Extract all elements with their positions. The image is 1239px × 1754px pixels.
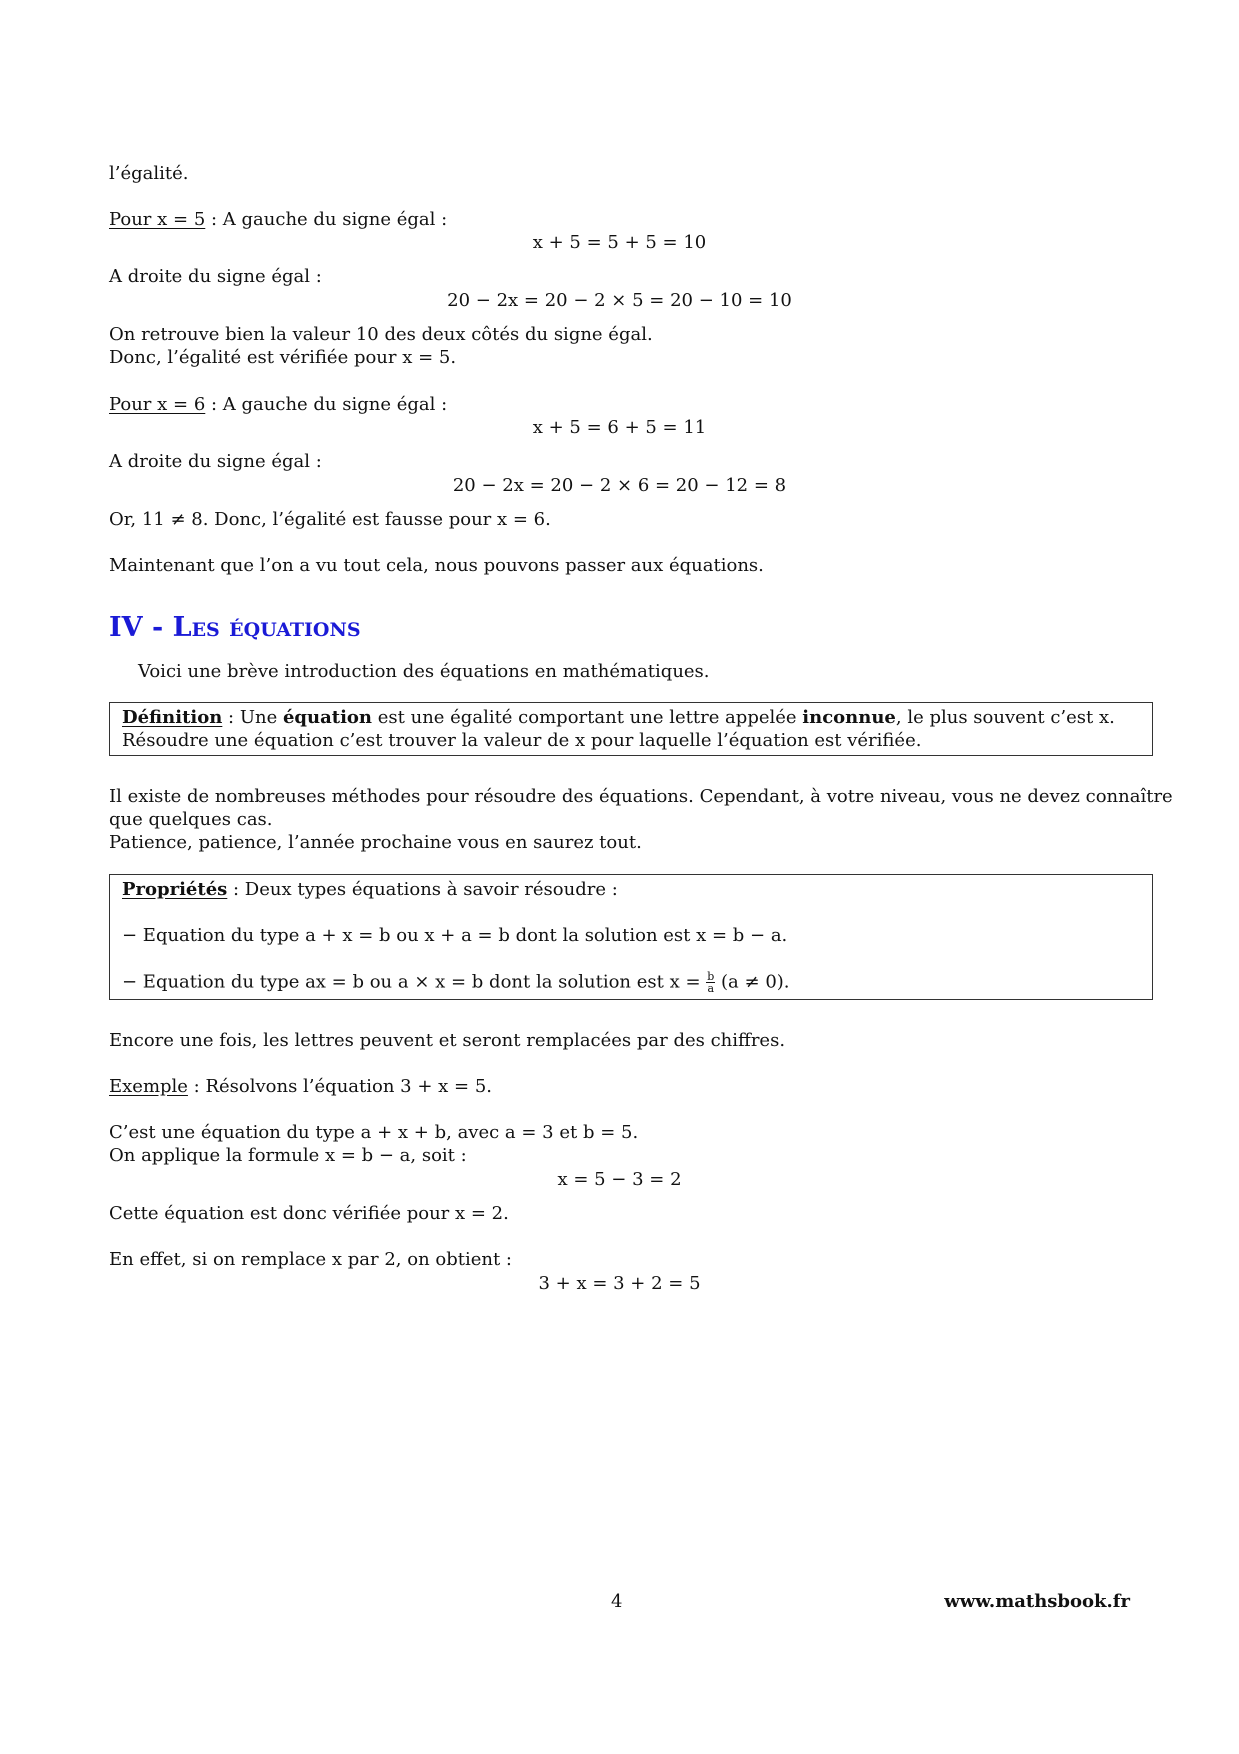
equation: x + 5 = 5 + 5 = 10 <box>532 232 707 253</box>
equation: 20 − 2x = 20 − 2 × 6 = 20 − 12 = 8 <box>452 475 787 496</box>
proprietes-intro <box>122 879 618 901</box>
proprietes-item-2-text: (a ≠ 0). <box>715 971 790 993</box>
example-label: Exemple <box>109 1076 188 1097</box>
section-title: Les équations <box>172 612 361 643</box>
definition-text: , le plus souvent c’est x. <box>895 707 1115 728</box>
text-line-pour-5 <box>109 209 447 231</box>
section-number: IV - <box>109 612 164 643</box>
definition-term-inconnue: inconnue <box>802 707 896 728</box>
pour-5-label: Pour x = 5 <box>109 209 206 230</box>
text-line: En effet, si on remplace x par 2, on obtient : <box>109 1249 512 1270</box>
definition-line-1 <box>122 707 1115 729</box>
fraction-denominator: a <box>707 982 715 995</box>
definition-term-equation: équation <box>282 707 373 728</box>
definition-text: est une égalité comportant une lettre appelée <box>372 707 803 728</box>
text-line: A droite du signe égal : <box>109 451 322 472</box>
proprietes-item-2-text: − Equation du type ax = b ou a × x = b dont la solution est x = <box>122 971 707 993</box>
definition-line-2: Résoudre une équation c’est trouver la valeur de x pour laquelle l’équation est vérifiée. <box>122 730 922 751</box>
definition-text: : Une <box>222 707 283 728</box>
pour-6-label: Pour x = 6 <box>109 394 206 415</box>
text-line: Maintenant que l’on a vu tout cela, nous pouvons passer aux équations. <box>109 555 764 576</box>
pour-6-rest: : A gauche du signe égal : <box>205 394 448 415</box>
text-line: Cette équation est donc vérifiée pour x = 2. <box>109 1203 509 1224</box>
text-line: A droite du signe égal : <box>109 266 322 287</box>
proprietes-text: : Deux types équations à savoir résoudre : <box>227 879 618 900</box>
proprietes-item-1: − Equation du type a + x = b ou x + a = b dont la solution est x = b − a. <box>122 925 788 946</box>
text-line: Patience, patience, l’année prochaine vous en saurez tout. <box>109 832 642 853</box>
intro-text: Voici une brève introduction des équations en mathématiques. <box>138 661 710 682</box>
text-line-pour-6 <box>109 394 447 416</box>
equation: 3 + x = 3 + 2 = 5 <box>538 1273 701 1294</box>
text-line: Donc, l’égalité est vérifiée pour x = 5. <box>109 347 457 368</box>
footer-site-link[interactable]: www.mathsbook.fr <box>944 1591 1130 1612</box>
page-number: 4 <box>611 1591 623 1612</box>
proprietes-label: Propriétés <box>122 879 228 900</box>
definition-box <box>109 702 1153 756</box>
text-line: C’est une équation du type a + x + b, avec a = 3 et b = 5. <box>109 1122 639 1143</box>
fraction-numerator: b <box>707 970 715 983</box>
text-line: Encore une fois, les lettres peuvent et seront remplacées par des chiffres. <box>109 1030 786 1051</box>
example-heading-line <box>109 1076 492 1098</box>
definition-label: Définition <box>122 707 223 728</box>
proprietes-item-2 <box>122 971 790 994</box>
equation: x = 5 − 3 = 2 <box>557 1169 682 1190</box>
text-line: que quelques cas. <box>109 809 273 830</box>
pour-5-rest: : A gauche du signe égal : <box>205 209 448 230</box>
text-line: Il existe de nombreuses méthodes pour résoudre des équations. Cependant, à votre niveau, vous ne devez connaître <box>109 786 1173 807</box>
example-text: : Résolvons l’équation 3 + x = 5. <box>187 1076 493 1097</box>
text-line: Or, 11 ≠ 8. Donc, l’égalité est fausse pour x = 6. <box>109 509 551 530</box>
text-line: On retrouve bien la valeur 10 des deux côtés du signe égal. <box>109 324 653 345</box>
proprietes-box <box>109 874 1153 1000</box>
fraction-b-over-a <box>706 971 715 994</box>
text-line: l’égalité. <box>109 163 189 184</box>
text-line: On applique la formule x = b − a, soit : <box>109 1145 467 1166</box>
equation: 20 − 2x = 20 − 2 × 5 = 20 − 10 = 10 <box>447 290 792 311</box>
section-heading <box>109 612 361 644</box>
equation: x + 5 = 6 + 5 = 11 <box>532 417 707 438</box>
